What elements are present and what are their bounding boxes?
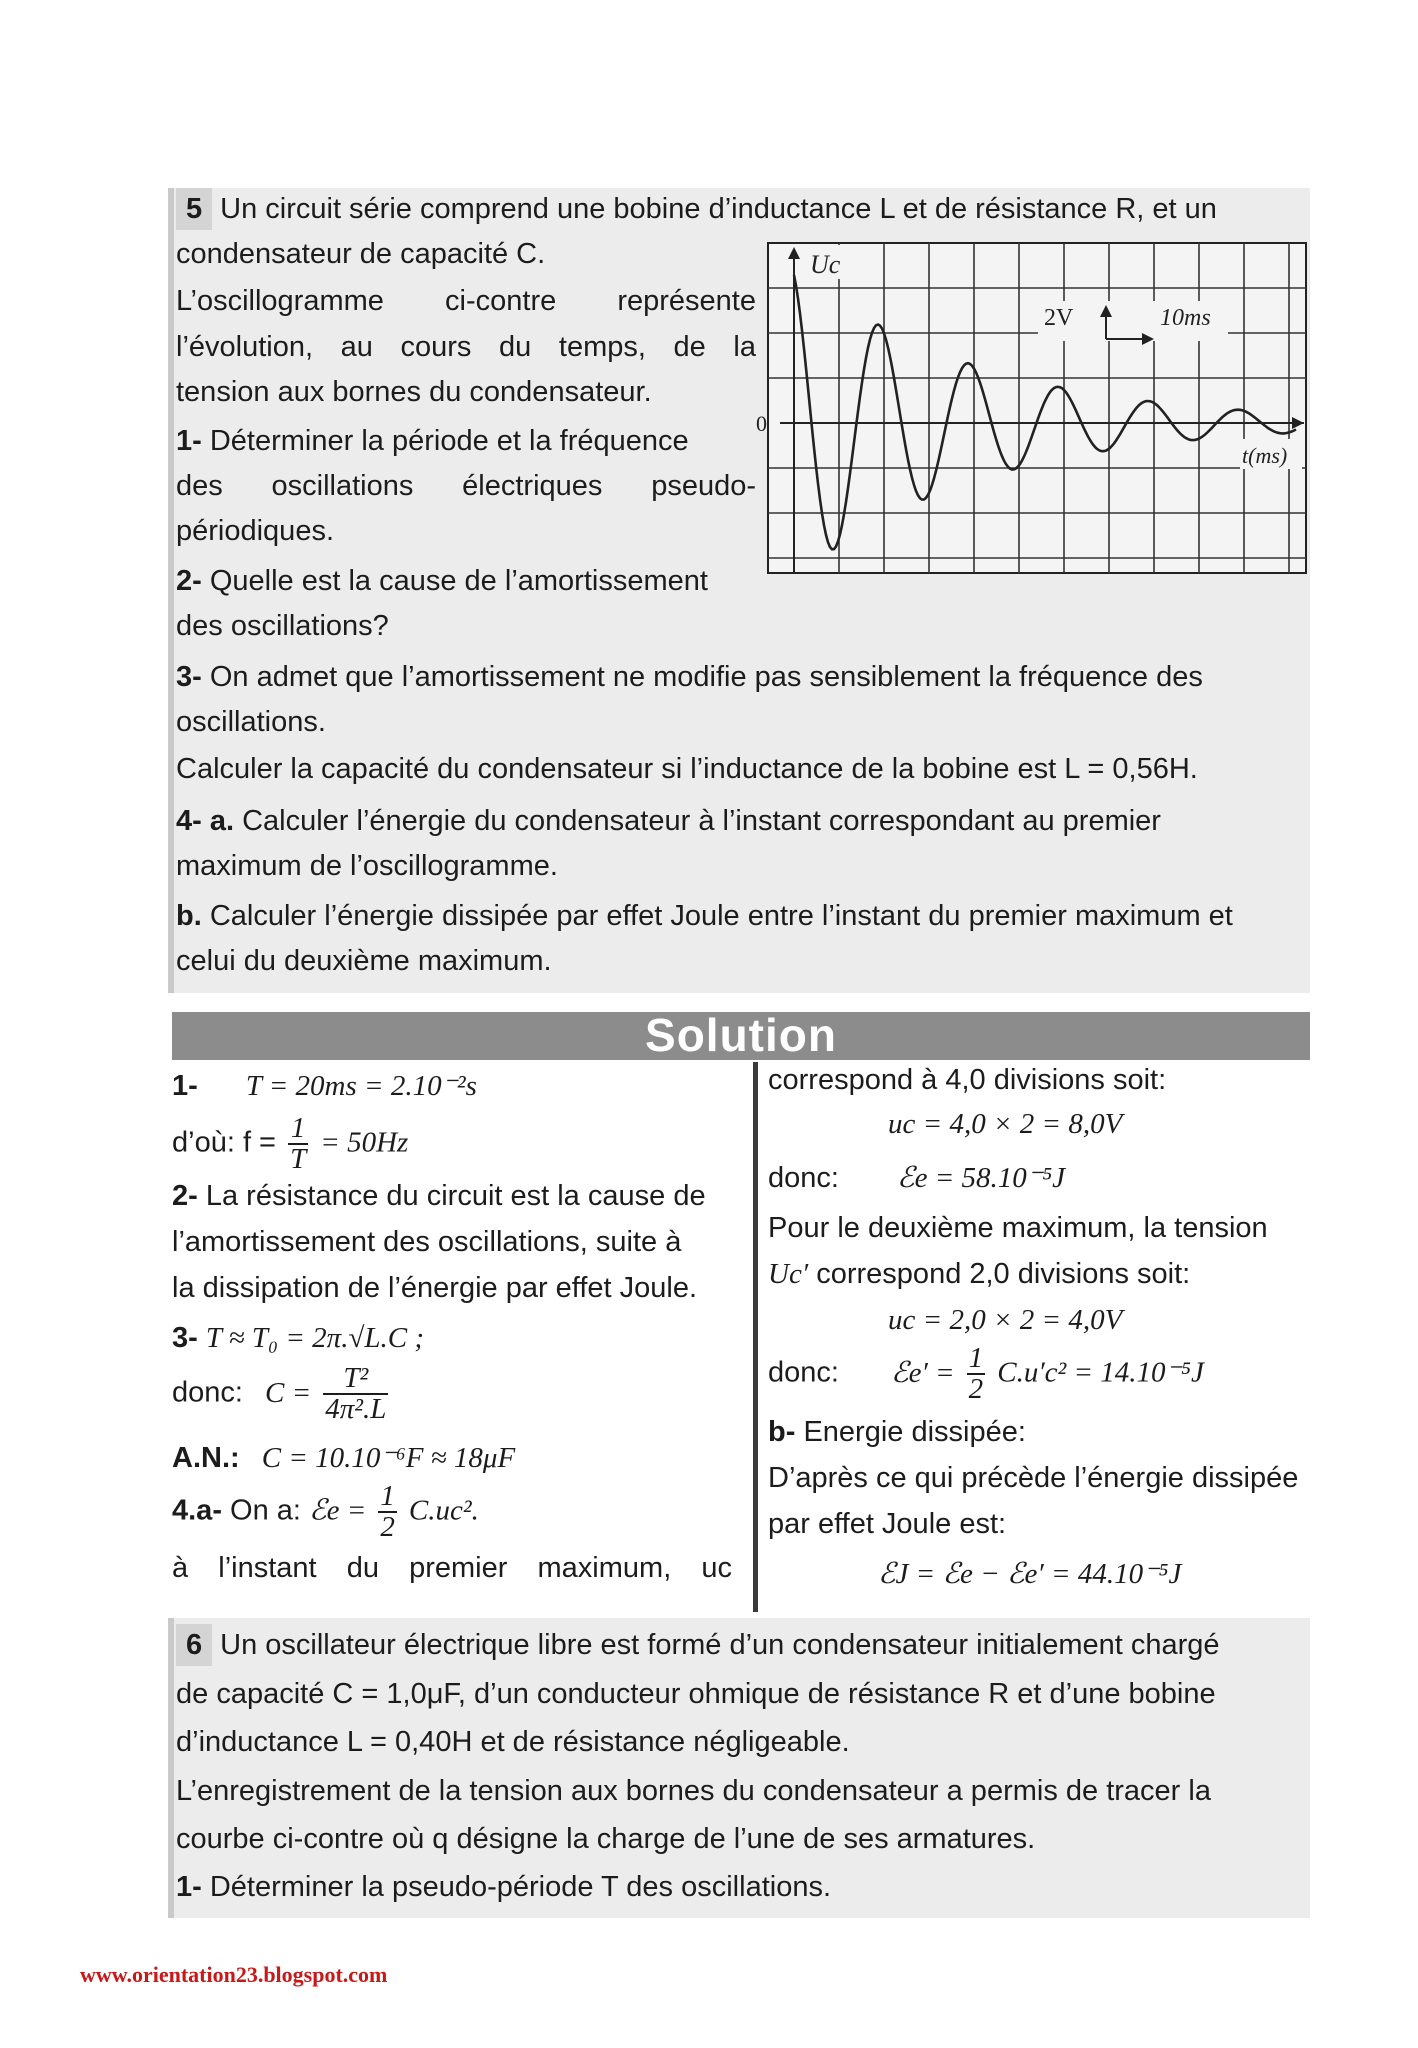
sol-4a-line-2: à l’instant du premier maximum, uc [172, 1552, 732, 1584]
ex6-line-1: 6 Un oscillateur électrique libre est formé d’un condensateur initialement chargé [176, 1624, 1220, 1666]
ex5-q1-line-1: 1- Déterminer la période et la fréquence [176, 425, 689, 457]
sol-2-line-1: 2- La résistance du circuit est la cause de [172, 1180, 706, 1212]
y-axis-label: Uc [810, 250, 841, 279]
fraction: $\frac{1}{T}$ [290, 1112, 307, 1175]
footer-link[interactable]: www.orientation23.blogspot.com [80, 1962, 388, 1987]
ex5-q3-line-3: Calculer la capacité du condensateur si l’inductance de la bobine est L = 0,56H. [176, 753, 1198, 785]
ex5-q2-line-1: 2- Quelle est la cause de l’amortissement [176, 565, 708, 597]
ex5-line-2: condensateur de capacité C. [176, 238, 546, 270]
ex5-q1-line-3: périodiques. [176, 515, 334, 547]
exercise-6-rule [168, 1618, 174, 1918]
exercise-5-rule [168, 188, 174, 993]
exercise-5 [168, 188, 1310, 993]
ex5-q4-line-2: maximum de l’oscillogramme. [176, 850, 558, 882]
sol-r-7: donc: ℰe′ = $\frac{1}{2}$ C.u′c² = 14.10⁻⁵J [768, 1342, 1204, 1405]
ex5-q3-line-1: 3- On admet que l’amortissement ne modifie pas sensiblement la fréquence des [176, 661, 1203, 693]
sol-1-frequency: d’où: f = $\frac{1}{T}$ = 50Hz [172, 1112, 409, 1175]
sol-r-5: Uc′ correspond 2,0 divisions soit: [768, 1258, 1191, 1290]
ex5-q2-line-2: des oscillations? [176, 610, 389, 642]
sol-1: 1- T = 20ms = 2.10⁻²s [172, 1070, 477, 1102]
sol-r-1: correspond à 4,0 divisions soit: [768, 1064, 1167, 1096]
scale-voltage-label: 2V [1044, 305, 1074, 331]
ex5-q4-line-1: 4- a. Calculer l’énergie du condensateur à l’instant correspondant au premier [176, 805, 1161, 837]
ex6-line-3: d’inductance L = 0,40H et de résistance négligeable. [176, 1726, 850, 1758]
ex5-q4b-line-2: celui du deuxième maximum. [176, 945, 552, 977]
solution-title: Solution [645, 1009, 837, 1061]
sol-2-line-2: l’amortissement des oscillations, suite à [172, 1226, 682, 1258]
sol-3-numeric: A.N.: C = 10.10⁻⁶F ≈ 18μF [172, 1442, 516, 1474]
fraction: $\frac{\text{T²}}{\text{4π².L}}$ [325, 1362, 387, 1425]
ex5-line-4: l’évolution, au cours du temps, de la [176, 331, 756, 363]
x-axis-label: t(ms) [1242, 443, 1288, 468]
scale-time-label: 10ms [1160, 305, 1211, 331]
exercise-number: 6 [176, 1624, 212, 1666]
ex5-line-3: L’oscillogramme ci-contre représente [176, 285, 756, 317]
sol-r-3: donc: ℰe = 58.10⁻⁵J [768, 1162, 1066, 1194]
sol-r-9: D’après ce qui précède l’énergie dissipée [768, 1462, 1299, 1494]
ex6-line-2: de capacité C = 1,0μF, d’un conducteur ohmique de résistance R et d’une bobine [176, 1678, 1216, 1710]
ex5-line-1: 5 Un circuit série comprend une bobine d’inductance L et de résistance R, et un [176, 188, 1306, 230]
exercise-6 [168, 1618, 1310, 1918]
sol-3-capacity: donc: C = $\frac{\text{T²}}{\text{4π².L}}$ [172, 1362, 387, 1425]
sol-r-2: uc = 4,0 × 2 = 8,0V [888, 1108, 1123, 1140]
sol-3: 3- T ≈ T₀ = 2π.√L.C ; [172, 1322, 424, 1354]
exercise-number: 5 [176, 188, 212, 230]
sol-r-6: uc = 2,0 × 2 = 4,0V [888, 1304, 1123, 1336]
ex5-q1-line-2: des oscillations électriques pseudo- [176, 470, 756, 502]
fraction: $\frac{1}{2}$ [968, 1342, 984, 1405]
origin-label: 0 [756, 411, 767, 436]
ex6-line-5: courbe ci-contre où q désigne la charge de l’une de ses armatures. [176, 1823, 1036, 1855]
ex5-q4b-line-1: b. Calculer l’énergie dissipée par effet Joule entre l’instant du premier maximum et [176, 900, 1233, 932]
solution-body [172, 1062, 1310, 1612]
column-divider [753, 1062, 758, 1612]
sol-r-8: b- Energie dissipée: [768, 1416, 1026, 1448]
ex5-line-5: tension aux bornes du condensateur. [176, 376, 652, 408]
fraction: $\frac{1}{2}$ [380, 1480, 395, 1543]
sol-2-line-3: la dissipation de l’énergie par effet Joule. [172, 1272, 698, 1304]
sol-4a: 4.a- On a: ℰe = $\frac{1}{2}$ C.uc². [172, 1480, 479, 1543]
ex6-q1: 1- Déterminer la pseudo-période T des oscillations. [176, 1871, 832, 1903]
ex5-q3-line-2: oscillations. [176, 706, 326, 738]
ex6-line-4: L’enregistrement de la tension aux bornes du condensateur a permis de tracer la [176, 1775, 1211, 1807]
sol-r-4: Pour le deuxième maximum, la tension [768, 1212, 1268, 1244]
sol-r-11: ℰJ = ℰe − ℰe′ = 44.10⁻⁵J [878, 1558, 1182, 1590]
sol-r-10: par effet Joule est: [768, 1508, 1007, 1540]
solution-header [172, 1009, 1310, 1061]
oscillogram [756, 243, 1306, 573]
